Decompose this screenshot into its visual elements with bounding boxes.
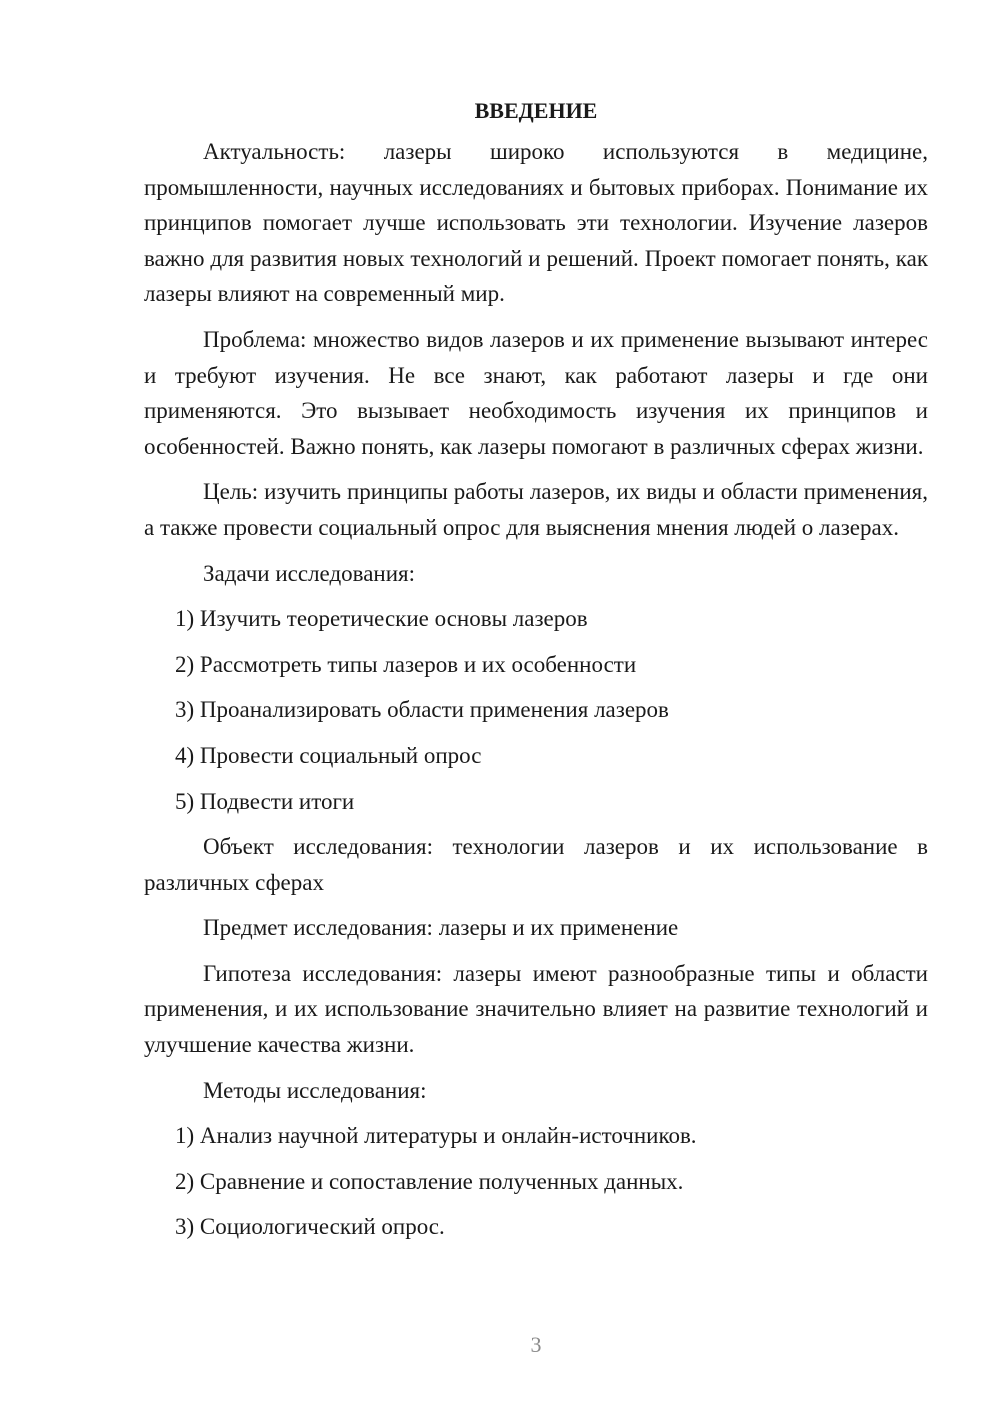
list-item: 1) Изучить теоретические основы лазеров xyxy=(175,606,588,632)
relevance-paragraph: Актуальность: лазеры широко используются в медицине, промышленности, научных исследованиях и бытовых приборах. Понимание их принципов помогает лучше использовать эти технологии. Изучение лазеров важно для развития новых технологий и решений. Проект помогает понять, как лазеры влияют на современный мир. xyxy=(144,139,928,307)
problem-paragraph: Проблема: множество видов лазеров и их применение вызывают интерес и требуют изучения. Не все знают, как работают лазеры и где они применяются. Это вызывает необходимость изучения их принципов и особенностей. Важно понять, как лазеры помогают в различных сферах жизни. xyxy=(144,326,928,459)
methods-list xyxy=(144,1118,928,1245)
list-item: 3) Социологический опрос. xyxy=(175,1214,445,1240)
list-item: 4) Провести социальный опрос xyxy=(175,742,482,768)
page-content xyxy=(144,94,928,1245)
tasks-heading: Задачи исследования: xyxy=(203,560,416,586)
list-item: 2) Сравнение и сопоставление полученных данных. xyxy=(175,1168,684,1194)
tasks-list xyxy=(144,601,928,819)
list-item: 1) Анализ научной литературы и онлайн-источников. xyxy=(175,1123,697,1149)
list-item: 5) Подвести итоги xyxy=(175,788,355,814)
object-paragraph: Объект исследования: технологии лазеров и их использование в различных сферах xyxy=(144,834,928,895)
page-number: 3 xyxy=(530,1332,542,1357)
list-item: 3) Проанализировать области применения лазеров xyxy=(175,697,669,723)
goal-paragraph: Цель: изучить принципы работы лазеров, их виды и области применения, а также провести социальный опрос для выяснения мнения людей о лазерах. xyxy=(144,479,928,540)
hypothesis-paragraph: Гипотеза исследования: лазеры имеют разнообразные типы и области применения, и их использование значительно влияет на развитие технологий и улучшение качества жизни. xyxy=(144,960,928,1058)
list-item: 2) Рассмотреть типы лазеров и их особенности xyxy=(175,651,637,677)
subject-paragraph: Предмет исследования: лазеры и их применение xyxy=(203,915,679,941)
methods-heading: Методы исследования: xyxy=(203,1077,427,1103)
section-title: ВВЕДЕНИЕ xyxy=(474,98,598,123)
